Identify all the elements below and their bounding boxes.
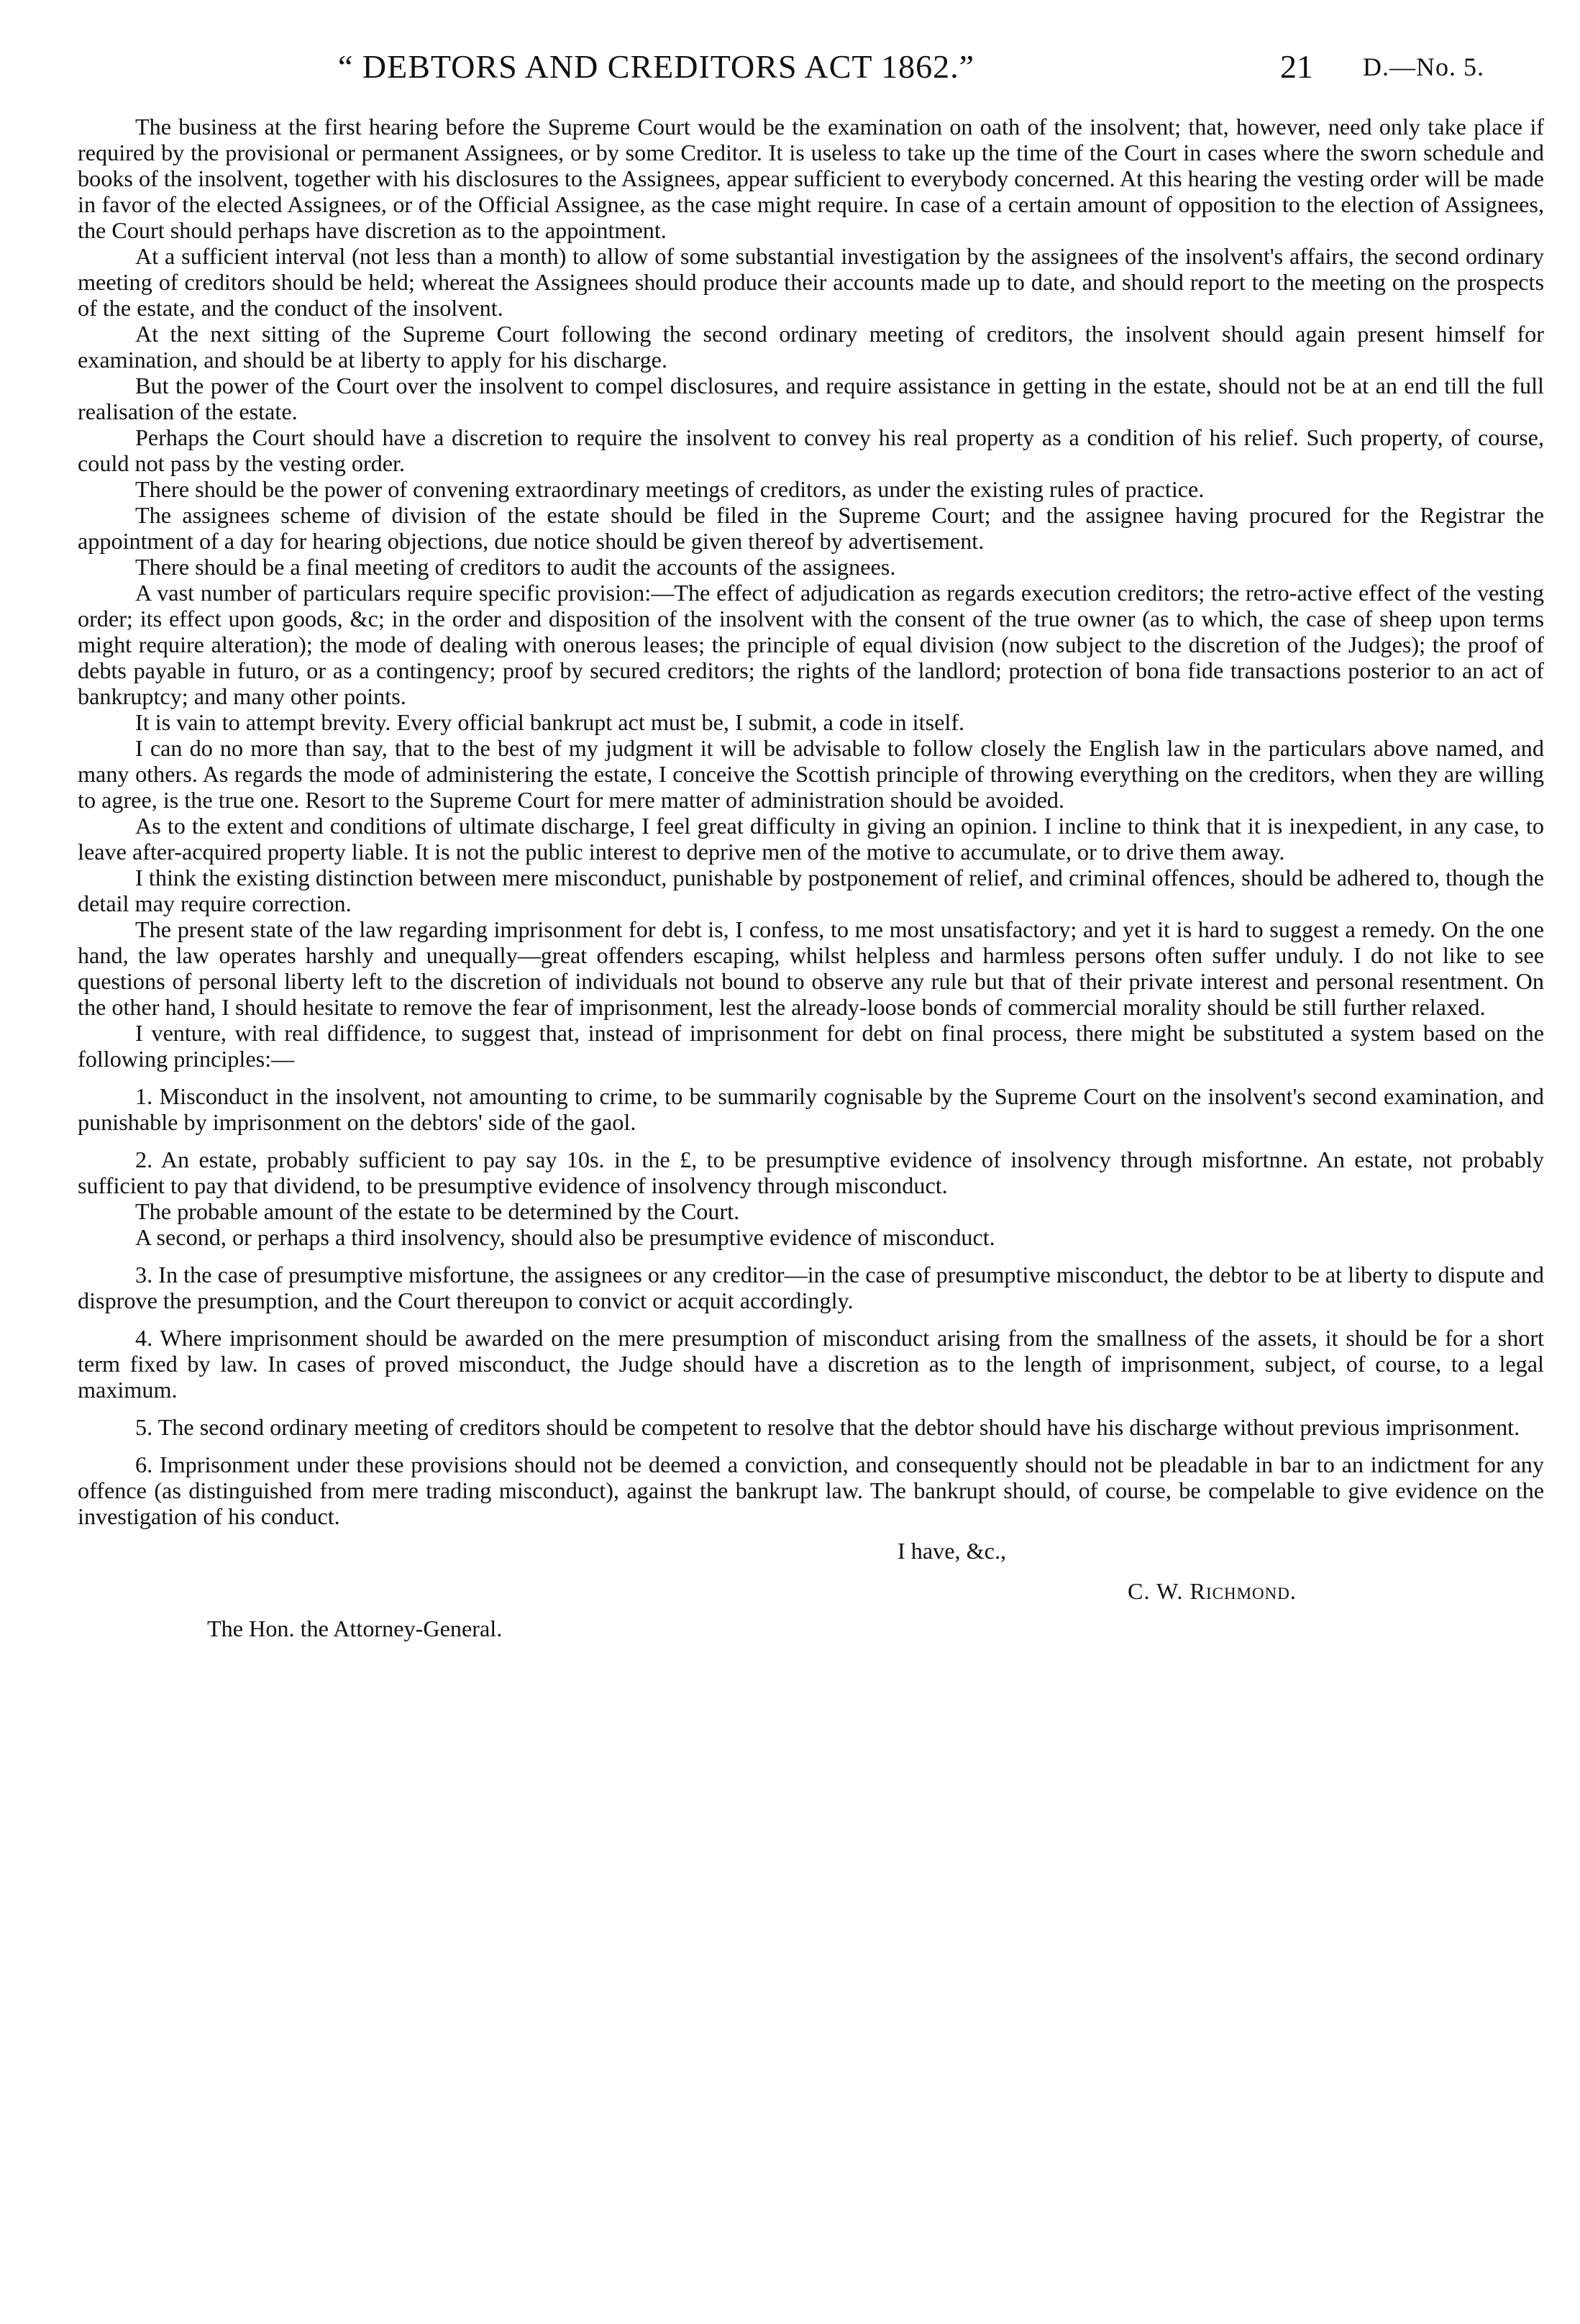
- signoff: [78, 1538, 1544, 1682]
- principle-item: 1. Misconduct in the insolvent, not amounting to crime, to be summarily cognisable by the Supreme Court on the insolvent's second examination, and punishable by imprisonment on the debtors' side of the gaol.: [78, 1083, 1544, 1135]
- running-title: “ DEBTORS AND CREDITORS ACT 1862.”: [338, 48, 975, 85]
- paragraph: I venture, with real diffidence, to suggest that, instead of imprisonment for debt on final process, there might be substituted a system based on the following principles:—: [78, 1020, 1544, 1072]
- paragraph: A second, or perhaps a third insolvency, should also be presumptive evidence of misconduct.: [135, 1224, 995, 1250]
- paragraph: But the power of the Court over the insolvent to compel disclosures, and require assistance in getting in the estate, should not be at an end till the full realisation of the estate.: [78, 373, 1544, 424]
- paragraph: There should be a final meeting of creditors to audit the accounts of the assignees.: [135, 554, 896, 580]
- principle-item: 6. Imprisonment under these provisions should not be deemed a conviction, and consequently should not be pleadable in bar to an indictment for any offence (as distinguished from mere trading misconduct), against the bankrupt law. The bankrupt should, of course, be compelable to give evidence on the investigation of his conduct.: [78, 1452, 1544, 1529]
- paragraph: I can do no more than say, that to the best of my judgment it will be advisable to follow closely the English law in the particulars above named, and many others. As regards the mode of administering the estate, I conceive the Scottish principle of throwing everything on the creditors, when they are willing to agree, is the true one. Resort to the Supreme Court for mere matter of administration should be avoided.: [78, 735, 1544, 813]
- paragraph: A vast number of particulars require specific provision:—The effect of adjudication as regards execution creditors; the retro-active effect of the vesting order; its effect upon goods, &c; in the order and disposition of the insolvent with the consent of the true owner (as to which, the case of sheep upon terms might require alteration); the mode of dealing with onerous leases; the principle of equal division (now subject to the discretion of the Judges); the proof of debts payable in futuro, or as a contingency; proof by secured creditors; the rights of the landlord; protection of bona fide transactions posterior to an act of bankruptcy; and many other points.: [78, 580, 1544, 709]
- letter-body: [0, 114, 1580, 1682]
- document-reference: D.—No. 5.: [1363, 53, 1484, 81]
- page-header: [0, 47, 1580, 92]
- paragraph: The business at the first hearing before the Supreme Court would be the examination on oath of the insolvent; that, however, need only take place if required by the provisional or permanent Assignees, or by some Creditor. It is useless to take up the time of the Court in cases where the sworn schedule and books of the insolvent, together with his disclosures to the Assignees, appear sufficient to everybody concerned. At this hearing the vesting order will be made in favor of the elected Assignees, or of the Official Assignee, as the case might require. In case of a certain amount of opposition to the election of Assignees, the Court should perhaps have discretion as to the appointment.: [78, 114, 1544, 243]
- paragraph: At a sufficient interval (not less than a month) to allow of some substantial investigation by the assignees of the insolvent's affairs, the second ordinary meeting of creditors should be held; whereat the Assignees should produce their accounts made up to date, and should report to the meeting on the prospects of the estate, and the conduct of the insolvent.: [78, 243, 1544, 321]
- paragraph: The present state of the law regarding imprisonment for debt is, I confess, to me most unsatisfactory; and yet it is hard to suggest a remedy. On the one hand, the law operates harshly and unequally—great offenders escaping, whilst helpless and harmless persons often suffer unduly. I do not like to see questions of personal liberty left to the discretion of individuals not bound to observe any rule but that of their private interest and personal resentment. On the other hand, I should hesitate to remove the fear of imprisonment, lest the already-loose bonds of commercial morality should be still further relaxed.: [78, 916, 1544, 1020]
- page-number: 21: [1280, 48, 1313, 85]
- principle-item: 5. The second ordinary meeting of creditors should be competent to resolve that the debtor should have his discharge without previous imprisonment.: [135, 1414, 1520, 1440]
- paragraph: As to the extent and conditions of ultimate discharge, I feel great difficulty in giving an opinion. I incline to think that it is inexpedient, in any case, to leave after-acquired property liable. It is not the public interest to deprive men of the motive to accumulate, or to drive them away.: [78, 813, 1544, 865]
- signature: C. W. Richmond.: [1128, 1578, 1297, 1604]
- paragraph: The assignees scheme of division of the estate should be filed in the Supreme Court; and the assignee having procured for the Registrar the appointment of a day for hearing objections, due notice should be given thereof by advertisement.: [78, 502, 1544, 554]
- paragraph: There should be the power of convening extraordinary meetings of creditors, as under the existing rules of practice.: [135, 476, 1205, 502]
- salutation: I have, &c.,: [898, 1538, 1007, 1564]
- paragraph: The probable amount of the estate to be determined by the Court.: [135, 1198, 740, 1224]
- principle-item: 2. An estate, probably sufficient to pay say 10s. in the £, to be presumptive evidence of insolvency through misfortnne. An estate, not probably sufficient to pay that dividend, to be presumptive evidence of insolvency through misconduct.: [78, 1147, 1544, 1198]
- addressee: The Hon. the Attorney-General.: [207, 1616, 503, 1641]
- paragraph: It is vain to attempt brevity. Every official bankrupt act must be, I submit, a code in itself.: [135, 709, 965, 735]
- paragraph: Perhaps the Court should have a discretion to require the insolvent to convey his real property as a condition of his relief. Such property, of course, could not pass by the vesting order.: [78, 424, 1544, 476]
- principle-item: 4. Where imprisonment should be awarded on the mere presumption of misconduct arising from the smallness of the assets, it should be for a short term fixed by law. In cases of proved misconduct, the Judge should have a discretion as to the length of imprisonment, subject, of course, to a legal maximum.: [78, 1325, 1544, 1403]
- paragraph: At the next sitting of the Supreme Court following the second ordinary meeting of creditors, the insolvent should again present himself for examination, and should be at liberty to apply for his discharge.: [78, 321, 1544, 373]
- principle-item: 3. In the case of presumptive misfortune, the assignees or any creditor—in the case of presumptive misconduct, the debtor to be at liberty to dispute and disprove the presumption, and the Court thereupon to convict or acquit accordingly.: [78, 1262, 1544, 1313]
- paragraph: I think the existing distinction between mere misconduct, punishable by postponement of relief, and criminal offences, should be adhered to, though the detail may require correction.: [78, 865, 1544, 916]
